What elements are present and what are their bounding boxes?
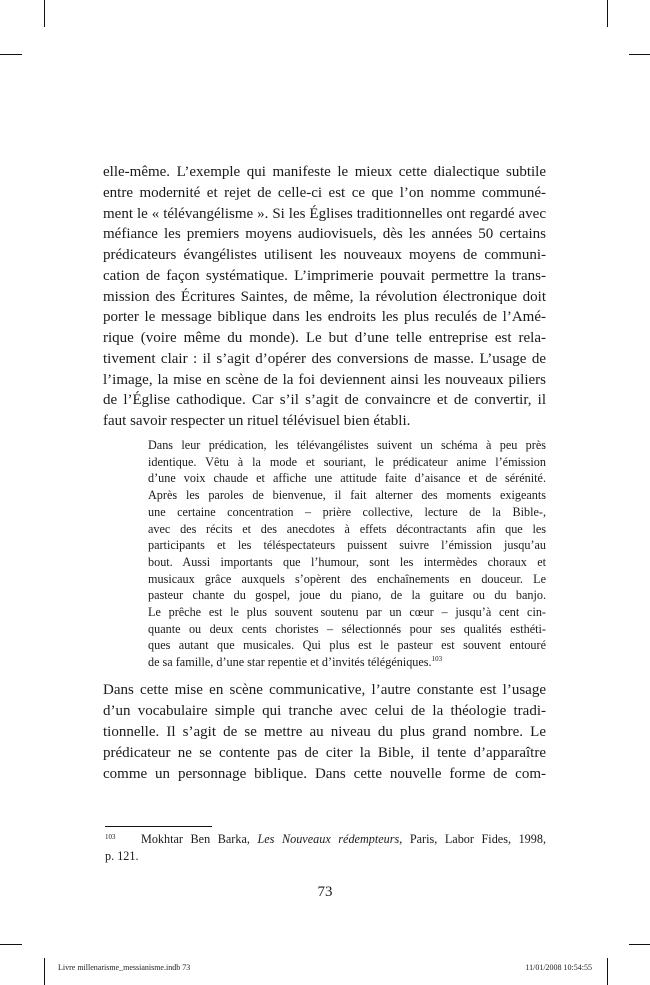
text-line — [103, 722, 546, 743]
line-text: Dans leur prédication, les télévangélistes suivent un schéma à peu près — [148, 438, 546, 452]
text-line — [148, 454, 546, 471]
body-paragraph-2 — [103, 680, 546, 785]
footnote-number: 103 — [105, 833, 116, 841]
line-text: de l’Église cathodique. Car s’il s’agit de convaincre et de convertir, il — [103, 392, 546, 409]
text-line — [103, 307, 546, 328]
text-line — [103, 204, 546, 225]
line-text: Le prêche est le plus souvent soutenu par un cœur – jusqu’à cent cin- — [148, 605, 546, 620]
line-text: musicaux grâce auxquels s’opèrent des enchaînements en douceur. Le — [148, 571, 546, 586]
footnote-title: Les Nouveaux rédempteurs, — [257, 832, 403, 846]
text-line — [148, 470, 546, 487]
page-number: 73 — [317, 884, 333, 900]
text-line — [148, 537, 546, 554]
line-text: prédicateur ne se contente pas de citer la Bible, il tente d’apparaître — [103, 744, 546, 761]
slug-datetime: 11/01/2008 10:54:55 — [525, 963, 592, 972]
text-line — [148, 621, 546, 638]
text-line — [148, 604, 546, 621]
line-text: mission des Écritures Saintes, de même, la révolution électronique doit — [103, 288, 546, 305]
line-text: prédicateurs évangélistes utilisent les nouveaux moyens de communi- — [103, 247, 546, 263]
slug-filename: Livre millenarisme_messianisme.indb 73 — [58, 963, 191, 972]
crop-mark — [44, 958, 45, 985]
text-line — [103, 680, 546, 701]
footnote-rule — [105, 826, 212, 827]
line-text: cation de façon systématique. L’imprimerie pouvait permettre la trans- — [103, 267, 546, 284]
line-text: ment le « télévangélisme ». Si les Églises traditionnelles ont regardé avec — [103, 205, 546, 222]
line-text: l’image, la mise en scène de la foi deviennent ainsi les nouveaux piliers — [103, 371, 546, 388]
text-line — [103, 162, 546, 183]
text-line — [148, 654, 546, 671]
line-text: de sa famille, d’une star repentie et d’invités télégéniques. — [148, 655, 432, 670]
text-line — [103, 266, 546, 287]
text-line — [148, 571, 546, 588]
footnote-author: Mokhtar Ben Barka, — [141, 832, 258, 846]
line-text: ques autant que musicales. Qui plus est le pasteur est souvent entouré — [148, 638, 546, 653]
crop-mark — [629, 944, 650, 945]
line-text: comme un personnage biblique. Dans cette nouvelle forme de com- — [103, 765, 546, 782]
text-line — [148, 521, 546, 538]
text-line — [103, 743, 546, 764]
line-text: méfiance les premiers moyens audiovisuels, dès les années 50 certains — [103, 226, 546, 243]
line-text: bout. Aussi importants que l’humour, sont les intermèdes choraux et — [148, 554, 546, 569]
text-line — [103, 224, 546, 245]
text-line — [103, 183, 546, 204]
line-text: faut savoir respecter un rituel télévisuel bien établi. — [103, 413, 411, 429]
text-line — [103, 349, 546, 370]
line-text: avec des récits et des anecdotes à effets décontractants afin que les — [148, 521, 546, 536]
footnote — [105, 829, 546, 865]
footnote-publisher: Paris, Labor Fides, 1998, — [402, 832, 546, 846]
line-text: Après les paroles de bienvenue, il fait alterner des moments exigeants — [148, 488, 546, 503]
text-line — [148, 487, 546, 504]
line-text: rique (voire même du monde). Le but d’une telle entreprise est rela- — [103, 330, 546, 346]
body-paragraph-1 — [103, 162, 546, 432]
crop-mark — [629, 54, 650, 55]
text-line — [148, 554, 546, 571]
text-line — [103, 390, 546, 411]
text-line — [148, 504, 546, 521]
text-line — [103, 328, 546, 349]
line-text: elle-même. L’exemple qui manifeste le mieux cette dialectique subtile — [103, 164, 546, 180]
text-line — [148, 637, 546, 654]
line-text: tionnelle. Il s’agit de se mettre au niveau du plus grand nombre. Le — [103, 723, 546, 740]
crop-mark — [0, 944, 22, 945]
line-text: pasteur chante du gospel, joue du piano, de la guitare ou du banjo. — [148, 588, 546, 603]
line-text: Dans cette mise en scène communicative, l’autre constante est l’usage — [103, 682, 546, 698]
line-text: d’un vocabulaire simple qui tranche avec celui de la théologie tradi- — [103, 702, 546, 719]
line-text: une certaine concentration – prière collective, lecture de la Bible-, — [148, 504, 546, 519]
text-line — [148, 587, 546, 604]
line-text: tivement clair : il s’agit d’opérer des conversions de masse. L’usage de — [103, 350, 546, 367]
text-line — [148, 437, 546, 454]
text-line — [103, 764, 546, 785]
footnote-page: p. 121. — [105, 849, 139, 863]
text-line — [103, 370, 546, 391]
line-text: participants et les téléspectateurs puissent suivre l’émission jusqu’au — [148, 538, 546, 553]
line-text: quante ou deux cents choristes – sélectionnés pour ses qualités esthéti- — [148, 621, 546, 636]
crop-mark — [0, 54, 22, 55]
crop-mark — [607, 0, 608, 27]
text-line — [103, 287, 546, 308]
line-text: porter le message biblique dans les endroits les plus reculés de l’Amé- — [103, 309, 546, 326]
line-text: d’une voix chaude et affiche une attitude faite d’aisance et de sérénité. — [148, 471, 546, 486]
line-text: entre modernité et rejet de celle-ci est ce que l’on nomme communé- — [103, 184, 546, 201]
footnote-reference[interactable]: 103 — [431, 655, 443, 664]
crop-mark — [44, 0, 45, 27]
line-text: identique. Vêtu à la mode et souriant, le prédicateur anime l’émission — [148, 454, 546, 469]
text-line — [103, 245, 546, 266]
text-line — [103, 411, 546, 432]
crop-mark — [607, 958, 608, 985]
text-line — [103, 701, 546, 722]
block-quote — [148, 437, 546, 671]
